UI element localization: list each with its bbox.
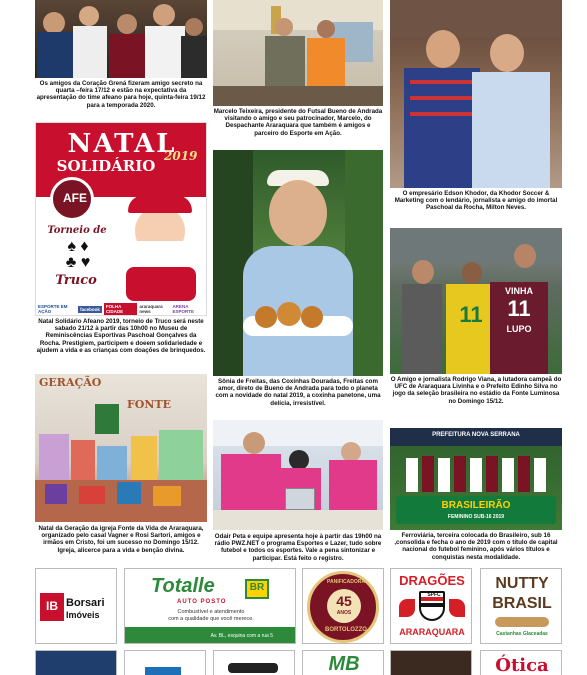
totalle-sub: AUTO POSTO — [177, 599, 227, 605]
ad-nutty-brasil[interactable] — [480, 568, 562, 644]
jersey-brand-right: LUPO — [506, 324, 532, 334]
caption-ferroviaria-sub16: Ferroviária, terceira colocada do Brasileiro, sub 16 ,consolida e fecha o ano de 2019 com o título de capital nacional do futebol feminino, após vários títulos e conquistas nesta modalidade. — [394, 532, 558, 561]
caption-geracao-fonte: Natal da Geração da igreja Fonte da Vida de Araraquara, organizado pelo casal Vagner e Rosi Sartori, amigos e irmãos em Cristo, foi um sucesso no Domingo 15/12. Igreja, alicerce para a vida e benção divina. — [38, 525, 204, 554]
bortolozzo-anos: ANOS — [336, 610, 352, 616]
brasileirao-title: BRASILEIRÃO — [441, 500, 511, 511]
nutty-line2: BRASIL — [492, 595, 552, 612]
totalle-line2: com a qualidade que você merece. — [168, 616, 254, 622]
brasileirao-subtitle: FEMININO SUB-16 2019 — [447, 514, 505, 520]
caption-khodor-milton: O empresário Edson Khodor, da Khodor Soccer & Marketing com o lendário, jornalista e amigo do imortal Paschoal da Rocha, Milton Neves. — [394, 190, 558, 212]
ad-bortolozzo[interactable] — [302, 568, 384, 644]
caption-futsal-bueno: Marcelo Teixeira, presidente do Futsal Bueno de Andrada visitando o amigo e seu patrocinador, Marcelo, do Despachante Araraquara que também é amigos e parceiro do Esporte em Ação. — [213, 108, 383, 137]
spfc-badge-label: SPFC — [427, 592, 441, 598]
left-margin — [0, 0, 22, 675]
borsari-logo-letters: IB — [46, 599, 58, 613]
poster-torneio: Torneio de — [47, 225, 107, 236]
totalle-address: Av. BL, esquina com a rua 5 — [210, 633, 273, 639]
borsari-name: Borsari — [66, 597, 105, 609]
otica-logo: Ótica — [495, 655, 549, 675]
poster-year: 2019 — [164, 149, 198, 163]
totalle-line1: Combustível e atendimento — [177, 609, 245, 615]
sponsor-arena: ARENA ESPORTE — [172, 304, 194, 314]
ad-bottom-1[interactable] — [35, 650, 117, 675]
nutty-line1: NUTTY — [495, 575, 549, 592]
geracao-title: GERAÇÃO — [39, 376, 102, 389]
borsari-sub: Imóveis — [66, 610, 100, 620]
card-suits-icon: ♠ ♦ ♣ ♥ — [65, 238, 91, 271]
caption-coracao-grena: Os amigos da Coração Grená fizeram amigo secreto na quarta –feira 17/12 e estão na expectativa da apresentação do time afeano para hoje, quinta-feira 19/12 para a temporada 2020. — [36, 80, 206, 109]
photo-selecao-fonte-luminosa[interactable] — [390, 228, 562, 374]
caption-natal-solidario: Natal Solidário Afeano 2019, torneio de Truco será neste sabado 21/12 à partir das 10h00 no Museu de Reminiscências Esportivas Paschoal Gonçalves da Rocha. Prestigiem, participem e doeem solidariedade e ajudem a vida e as crianças com doações de brinquedos. — [36, 318, 206, 354]
bortolozzo-years: 45 — [336, 593, 352, 609]
jersey-number-left: 11 — [459, 302, 483, 327]
photo-radio-pwz[interactable] — [213, 420, 383, 530]
ad-bottom-3[interactable] — [213, 650, 295, 675]
sponsor-folha: FOLHA CIDADE — [104, 303, 137, 315]
caption-radio-pwz: Odair Peta e equipe apresenta hoje à partir das 19h00 na rádio PWZ.NET o programa Esportes e Lazer, tudo sobre futebol e todos os esportes. Vale a pena sintonizar e participar. Está feito o registro. — [214, 533, 382, 562]
photo-khodor-milton[interactable] — [390, 0, 562, 188]
photo-futsal-bueno[interactable] — [213, 0, 383, 106]
caption-selecao-fonte-luminosa: O Amigo e jornalista Rodrigo Viana, a lutadora campeã do UFC de Araraquara Livinha e o Prefeito Edinho Silva no jogo da seleção brasileira no estádio da Fonte Luminosa no Domingo 15/12. — [390, 376, 562, 405]
ferroviaria-top-banner: PREFEITURA NOVA SERRANA — [432, 432, 520, 438]
ad-bottom-2[interactable] — [124, 650, 206, 675]
nutty-sub: Castanhas Glaceadas — [496, 631, 548, 637]
ad-bottom-mb[interactable] — [302, 650, 384, 675]
ad-dragoes-araraquara[interactable] — [390, 568, 472, 644]
photo-coxinha-panetone[interactable] — [213, 150, 383, 376]
totalle-badge: BR — [249, 582, 265, 593]
caption-coxinha-panetone: Sônia de Freitas, das Coxinhas Douradas, Freitas com amor, direto de Bueno de Andrada para todo o planeta com a novidade do natal 2019, a coxinha panetone, uma delícia, irresistível. — [215, 378, 381, 407]
ad-bottom-5[interactable] — [390, 650, 472, 675]
dragoes-sub: ARARAQUARA — [399, 627, 465, 637]
ad-bottom-otica[interactable] — [480, 650, 562, 675]
right-margin — [565, 0, 587, 675]
sponsor-esporte: ESPORTE EM AÇÃO — [38, 304, 68, 314]
totalle-name: Totalle — [151, 575, 215, 597]
sponsor-facebook: facebook — [80, 306, 100, 312]
dragoes-title: DRAGÕES — [399, 573, 465, 588]
bortolozzo-name: BORTOLOZZO — [325, 627, 367, 633]
afe-badge-label: AFE — [63, 191, 87, 205]
photo-ferroviaria-sub16[interactable] — [390, 428, 562, 530]
bortolozzo-top: PANIFICADORA — [327, 579, 365, 585]
poster-title-natal: NATAL — [67, 129, 177, 159]
poster-title-solidario: SOLIDÁRIO — [56, 157, 156, 175]
poster-truco: Truco — [55, 273, 97, 288]
jersey-name-right: VINHA — [504, 286, 533, 296]
sponsor-araraquara: araraquara news — [139, 304, 163, 314]
ad-totalle[interactable] — [124, 568, 296, 644]
fonte-title: FONTE — [127, 398, 172, 411]
ad-borsari-imoveis[interactable] — [35, 568, 117, 644]
poster-natal-solidario[interactable] — [35, 122, 207, 316]
jersey-number-right: 11 — [507, 296, 531, 321]
photo-coracao-grena[interactable] — [35, 0, 207, 78]
photo-geracao-fonte[interactable] — [35, 374, 207, 522]
mb-logo: MB — [328, 653, 360, 675]
